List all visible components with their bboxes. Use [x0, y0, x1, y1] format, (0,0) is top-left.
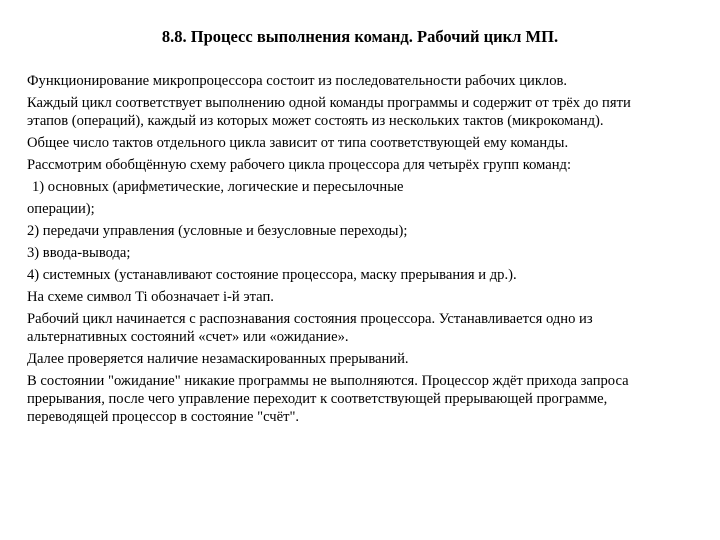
paragraph-scheme: Рассмотрим обобщённую схему рабочего цикла процессора для четырёх групп команд:	[27, 157, 572, 173]
paragraph-tacts: Общее число тактов отдельного цикла зависит от типа соответствующей ему команды.	[27, 135, 569, 151]
slide-body	[27, 72, 675, 430]
paragraph-intro: Функционирование микропроцессора состоит из последовательности рабочих циклов.	[27, 73, 568, 89]
list-item-io: 3) ввода-вывода;	[27, 245, 131, 261]
paragraph-waiting: В состоянии "ожидание" никакие программы не выполняются. Процессор ждёт прихода запроса прерывания, после чего управление переходит к соответствующей прерывающей программе, переводящей процессор в состояние "счёт".	[27, 373, 629, 425]
paragraph-interrupts: Далее проверяется наличие незамаскированных прерываний.	[27, 351, 409, 367]
list-item-control: 2) передачи управления (условные и безусловные переходы);	[27, 223, 408, 239]
list-item-basic: 1) основных (арифметические, логические и пересылочные	[32, 179, 404, 195]
list-item-basic-cont: операции);	[27, 201, 95, 217]
list-item-system: 4) системных (устанавливают состояние процессора, маску прерывания и др.).	[27, 267, 517, 283]
slide-title: 8.8. Процесс выполнения команд. Рабочий цикл МП.	[161, 27, 559, 46]
paragraph-start: Рабочий цикл начинается с распознавания состояния процессора. Устанавливается одно из альтернативных состояний «счет» или «ожидание».	[27, 311, 593, 345]
paragraph-symbol: На схеме символ Ti обозначает i-й этап.	[27, 289, 274, 305]
paragraph-cycle: Каждый цикл соответствует выполнению одной команды программы и содержит от трёх до пяти этапов (операций), каждый из которых может состоять из нескольких тактов (микрокоманд).	[27, 95, 631, 129]
